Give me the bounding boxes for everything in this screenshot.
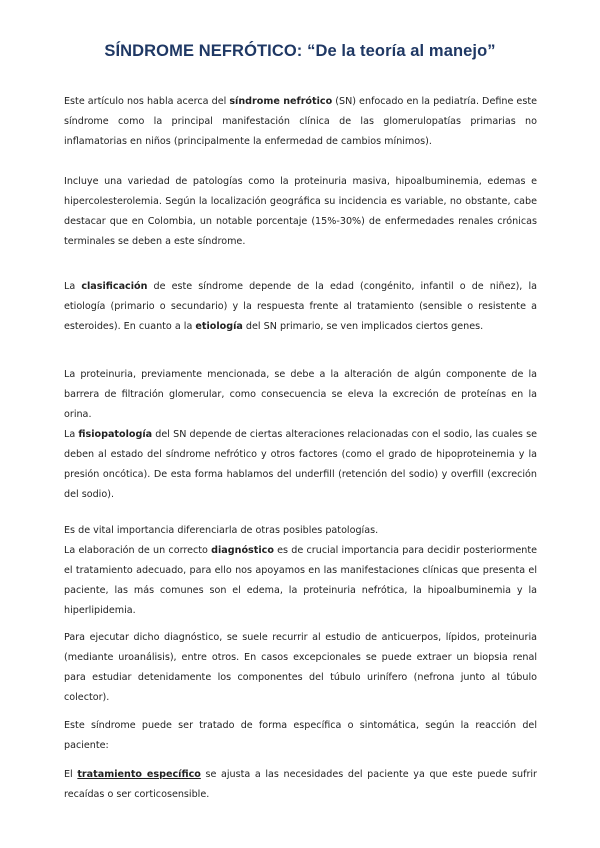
bold-term: fisiopatología [78,429,153,440]
bold-term: clasificación [81,281,148,292]
paragraph-pathophysiology: La fisiopatología del SN depende de ciertas alteraciones relacionadas con el sodio, las cuales se deben al estado del síndrome nefrótico y otros factores (como el grado de hipoproteinemia y la presión oncótica). De esta forma hablamos del underfill (retención del sodio) y overfill (excreción del sodio). [64,429,537,500]
paragraph-proteinuria: La proteinuria, previamente mencionada, se debe a la alteración de algún componente de la barrera de filtración glomerular, como consecuencia se eleva la excreción de proteínas en la orina. [64,369,537,420]
document-title: SÍNDROME NEFRÓTICO: “De la teoría al manejo” [104,42,496,60]
paragraph-diagnostic-tests: Para ejecutar dicho diagnóstico, se suele recurrir al estudio de anticuerpos, lípidos, proteinuria (mediante uroanálisis), entre otros. En casos excepcionales se puede extraer un biopsia renal para estudiar detenidamente los componentes del túbulo urinífero (nefrona junto al túbulo colector). [64,632,537,703]
paragraph-specific-treatment: El tratamiento específico se ajusta a las necesidades del paciente ya que este puede sufrir recaídas o ser corticosensible. [64,769,538,800]
underlined-term: tratamiento específico [77,769,201,780]
paragraph-classification: La clasificación de este síndrome depende de la edad (congénito, infantil o de niñez), la etiología (primario o secundario) y la respuesta frente al tratamiento (sensible o resistente a esteroides). En cuanto a la etiología del SN primario, se ven implicados ciertos genes. [64,281,537,332]
paragraph-intro: Este artículo nos habla acerca del síndrome nefrótico (SN) enfocado en la pediatría. Define este síndrome como la principal manifestación clínica de las glomerulopatías primarias no inflamatorias en niños (principalmente la enfermedad de cambios mínimos). [64,96,537,147]
paragraph-incidence: Incluye una variedad de patologías como la proteinuria masiva, hipoalbuminemia, edemas e hipercolesterolemia. Según la localización geográfica su incidencia es variable, no obstante, cabe destacar que en Colombia, un notable porcentaje (15%-30%) de enfermedades renales crónicas terminales se deben a este síndrome. [64,176,537,247]
bold-term: diagnóstico [211,545,274,556]
bold-term: síndrome nefrótico [229,96,333,107]
paragraph-treatment-intro: Este síndrome puede ser tratado de forma específica o sintomática, según la reacción del paciente: [64,720,537,751]
paragraph-differential: Es de vital importancia diferenciarla de otras posibles patologías. [64,525,379,536]
paragraph-diagnosis: La elaboración de un correcto diagnóstico es de crucial importancia para decidir posteriormente el tratamiento adecuado, para ello nos apoyamos en las manifestaciones clínicas que presenta el paciente, las más comunes son el edema, la proteinuria nefrótica, la hipoalbuminemia y la hiperlipidemia. [64,545,537,616]
bold-term: etiología [195,321,243,332]
